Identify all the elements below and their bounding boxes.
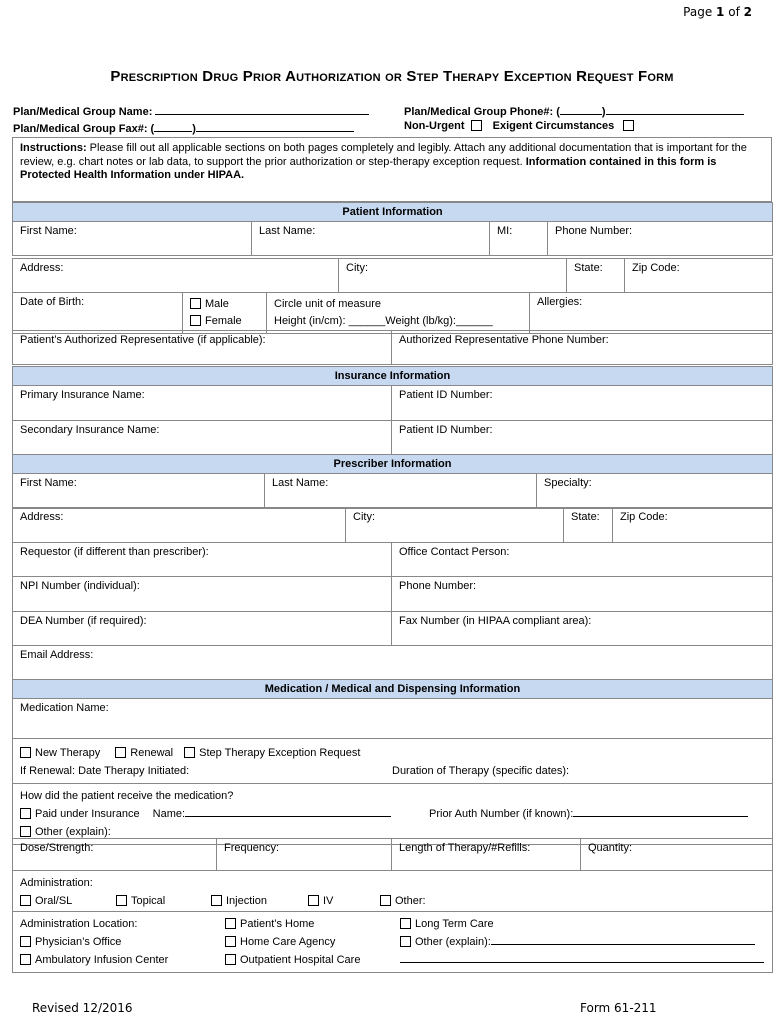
paid-name-field[interactable]: Name: [153,808,391,820]
patient-zip-field[interactable]: Zip Code: [625,259,773,293]
iv-checkbox[interactable] [308,895,319,906]
instructions-box: Instructions: Please fill out all applicable sections on both pages completely and legibly. Attach any additional documentation that is important for the review, e.g. chart notes or lab data, to support the prior authorization or step-therapy exception request. Information contained in this form is Protected Health Information under HIPAA. [12,137,772,202]
patient-information-table [12,202,773,256]
form-title: Prescription Drug Prior Authorization or Step Therapy Exception Request Form [110,68,674,85]
other-location-line[interactable] [400,951,764,969]
iv-option[interactable]: IV [308,892,333,910]
quantity-field[interactable]: Quantity: [581,839,773,871]
patient-last-name-field[interactable]: Last Name: [252,222,490,256]
renewal-checkbox[interactable] [115,747,126,758]
other-location-option[interactable]: Other (explain): [400,933,755,951]
primary-insurance-field[interactable]: Primary Insurance Name: [13,386,392,421]
patient-phone-field[interactable]: Phone Number: [548,222,773,256]
patient-city-field[interactable]: City: [339,259,567,293]
other-admin-option[interactable]: Other: [380,892,426,910]
other-location-checkbox[interactable] [400,936,411,947]
gender-options [183,293,267,334]
prescriber-address-field[interactable]: Address: [13,508,346,543]
patient-mi-field[interactable]: MI: [490,222,548,256]
dea-field[interactable]: DEA Number (if required): [13,612,392,646]
female-checkbox[interactable] [190,315,201,326]
home-care-checkbox[interactable] [225,936,236,947]
prescriber-phone-field[interactable]: Phone Number: [392,577,773,612]
email-field[interactable]: Email Address: [13,646,773,680]
non-urgent-checkbox[interactable] [471,120,482,131]
patient-state-field[interactable]: State: [567,259,625,293]
therapy-length-field[interactable]: Length of Therapy/#Refills: [392,839,581,871]
renewal-date-field[interactable]: If Renewal: Date Therapy Initiated: [20,765,190,777]
section-header: Medication / Medical and Dispensing Information [13,680,773,699]
administration-section: Administration: Oral/SL Topical Injection IV Other: [13,871,773,912]
male-option[interactable]: Male [190,296,259,313]
medication-information-table [12,679,773,845]
outpatient-checkbox[interactable] [225,954,236,965]
female-option[interactable]: Female [190,313,259,330]
therapy-type-options [13,739,773,784]
patient-dob-field[interactable]: Date of Birth: [13,293,183,334]
prescriber-zip-field[interactable]: Zip Code: [613,508,773,543]
dose-field[interactable]: Dose/Strength: [13,839,217,871]
page-number: Page 1 of 2 [683,5,752,19]
prescriber-last-name-field[interactable]: Last Name: [265,474,537,509]
long-term-care-checkbox[interactable] [400,918,411,929]
step-therapy-checkbox[interactable] [184,747,195,758]
group-fax-field[interactable]: Plan/Medical Group Fax#: ( ) [13,121,354,135]
prescriber-first-name-field[interactable]: First Name: [13,474,265,509]
paid-insurance-checkbox[interactable] [20,808,31,819]
frequency-field[interactable]: Frequency: [217,839,392,871]
oral-option[interactable]: Oral/SL [20,892,72,910]
section-header: Insurance Information [13,367,773,386]
section-header: Prescriber Information [13,455,773,474]
exigent-checkbox[interactable] [623,120,634,131]
physician-office-option[interactable]: Physician’s Office [20,933,121,951]
injection-option[interactable]: Injection [211,892,267,910]
topical-checkbox[interactable] [116,895,127,906]
prescriber-fax-field[interactable]: Fax Number (in HIPAA compliant area): [392,612,773,646]
representative-phone-field[interactable]: Authorized Representative Phone Number: [392,331,773,365]
new-therapy-option[interactable]: New Therapy [20,747,100,759]
urgency-options: Non-Urgent Exigent Circumstances [404,120,638,132]
revised-date: Revised 12/2016 [32,1001,133,1015]
patients-home-checkbox[interactable] [225,918,236,929]
prescriber-specialty-field[interactable]: Specialty: [537,474,773,509]
height-weight-field[interactable]: Circle unit of measure Height (in/cm): ______Weight (lb/kg):______ [267,293,530,334]
prescriber-city-field[interactable]: City: [346,508,564,543]
requestor-field[interactable]: Requestor (if different than prescriber): [13,543,392,577]
npi-field[interactable]: NPI Number (individual): [13,577,392,612]
injection-checkbox[interactable] [211,895,222,906]
secondary-patient-id-field[interactable]: Patient ID Number: [392,421,773,456]
office-contact-field[interactable]: Office Contact Person: [392,543,773,577]
other-admin-checkbox[interactable] [380,895,391,906]
insurance-information-table [12,366,773,456]
prescriber-information-table [12,454,773,509]
renewal-option[interactable]: Renewal [115,747,173,759]
medication-receipt-section: How did the patient receive the medication? Paid under Insurance Name: Prior Auth Number (if known): Other (explain): [13,784,773,845]
medication-name-field[interactable]: Medication Name: [13,699,773,739]
home-care-option[interactable]: Home Care Agency [225,933,335,951]
patient-first-name-field[interactable]: First Name: [13,222,252,256]
secondary-insurance-field[interactable]: Secondary Insurance Name: [13,421,392,456]
long-term-care-option[interactable]: Long Term Care [400,915,494,933]
other-receipt-checkbox[interactable] [20,826,31,837]
new-therapy-checkbox[interactable] [20,747,31,758]
oral-checkbox[interactable] [20,895,31,906]
administration-location-section: Administration Location: Physician’s Office Ambulatory Infusion Center Patient’s Home Home Care Agency Outpatient Hospital Care Long Term Care Other (explain): [13,912,773,973]
group-phone-field[interactable]: Plan/Medical Group Phone#: ( ) [404,104,744,118]
patient-address-field[interactable]: Address: [13,259,339,293]
male-checkbox[interactable] [190,298,201,309]
section-header: Patient Information [13,203,773,222]
primary-patient-id-field[interactable]: Patient ID Number: [392,386,773,421]
prior-auth-field[interactable]: Prior Auth Number (if known): [429,805,748,823]
topical-option[interactable]: Topical [116,892,165,910]
form-number: Form 61-211 [580,1001,657,1015]
group-name-field[interactable]: Plan/Medical Group Name: [13,104,369,118]
therapy-duration-field[interactable]: Duration of Therapy (specific dates): [392,765,570,777]
step-therapy-option[interactable]: Step Therapy Exception Request [184,747,360,759]
ambulatory-checkbox[interactable] [20,954,31,965]
allergies-field[interactable]: Allergies: [530,293,773,334]
physician-office-checkbox[interactable] [20,936,31,947]
outpatient-option[interactable]: Outpatient Hospital Care [225,951,360,969]
patients-home-option[interactable]: Patient’s Home [225,915,314,933]
ambulatory-option[interactable]: Ambulatory Infusion Center [20,951,168,969]
prescriber-state-field[interactable]: State: [564,508,613,543]
representative-field[interactable]: Patient’s Authorized Representative (if applicable): [13,331,392,365]
